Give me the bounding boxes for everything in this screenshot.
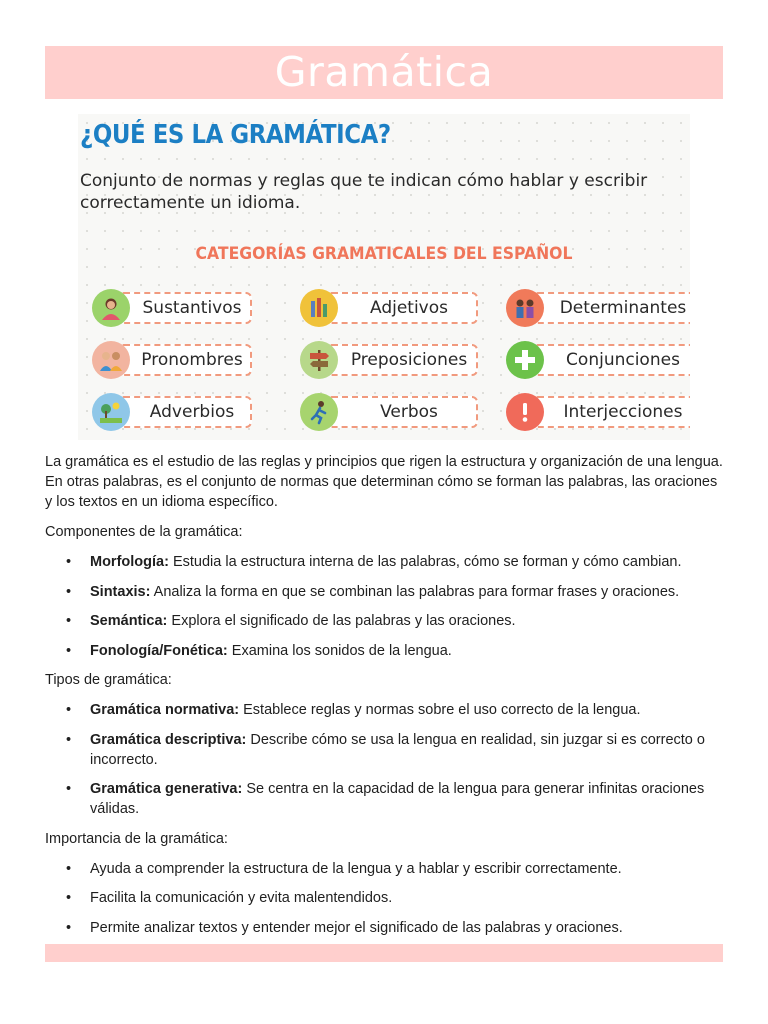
list-item <box>90 552 725 572</box>
term: Gramática descriptiva: <box>90 731 247 748</box>
figures-icon <box>300 289 338 327</box>
footer-bar <box>45 944 723 962</box>
category-label: Preposiciones <box>350 350 468 370</box>
grammar-infographic <box>78 114 690 440</box>
types-heading: Tipos de gramática: <box>45 672 172 688</box>
components-list <box>45 552 725 661</box>
category-label: Adverbios <box>149 402 235 422</box>
runner-icon <box>300 393 338 431</box>
category-box <box>118 292 252 324</box>
intro-paragraph: La gramática es el estudio de las reglas y principios que rigen la estructura y organización de una lengua. En otras palabras, es el conjunto de normas que determinan cómo se forman las palabras, las oraciones y los textos en un idioma específico. <box>45 454 723 510</box>
page-title: Gramática <box>274 48 494 96</box>
person-icon <box>92 289 130 327</box>
category-box <box>532 344 690 376</box>
category-box <box>532 396 690 428</box>
people-icon <box>92 341 130 379</box>
list-item <box>90 582 725 602</box>
category-box <box>118 396 252 428</box>
category-label: Verbos <box>380 402 438 422</box>
category-box <box>326 344 478 376</box>
list-item: • Permite analizar textos y entender mejor el significado de las palabras y oraciones. <box>90 918 725 938</box>
term: Gramática normativa: <box>90 702 240 718</box>
category-label: Conjunciones <box>566 350 680 370</box>
landscape-icon <box>92 393 130 431</box>
infographic-definition: Conjunto de normas y reglas que te indican cómo hablar y escribir correctamente un idioma. <box>80 171 648 213</box>
description: Estudia la estructura interna de las palabras, cómo se forman y cómo cambian. <box>168 554 682 570</box>
exclamation-icon <box>506 393 544 431</box>
types-list <box>45 700 725 819</box>
list-item: • Ayuda a comprender la estructura de la lengua y a hablar y escribir correctamente. <box>90 859 725 879</box>
signpost-icon <box>300 341 338 379</box>
category-label: Sustantivos <box>142 298 242 318</box>
category-label: Determinantes <box>559 298 687 318</box>
description: Explora el significado de las palabras y las oraciones. <box>167 613 516 629</box>
description: Establece reglas y normas sobre el uso correcto de la lengua. <box>239 702 641 718</box>
description: Examina los sonidos de la lengua. <box>227 642 452 659</box>
category-box <box>326 396 478 428</box>
document-body <box>45 452 725 947</box>
list-item <box>90 641 725 661</box>
importance-heading: Importancia de la gramática: <box>45 830 228 847</box>
list-item <box>90 611 725 631</box>
infographic-question: ¿QUÉ ES LA GRAMÁTICA? <box>80 120 391 150</box>
category-box <box>118 344 252 376</box>
term: Fonología/Fonética: <box>90 642 228 659</box>
components-heading: Componentes de la gramática: <box>45 524 243 540</box>
category-box <box>326 292 478 324</box>
infographic-subheading: CATEGORÍAS GRAMATICALES DEL ESPAÑOL <box>195 244 573 264</box>
term: Morfología: <box>90 554 169 570</box>
plus-icon <box>506 341 544 379</box>
list-item <box>90 730 725 770</box>
title-banner <box>45 46 723 99</box>
list-item <box>90 700 725 720</box>
category-box <box>532 292 690 324</box>
term: Sintaxis: <box>90 583 151 600</box>
category-label: Pronombres <box>141 350 243 370</box>
term: Semántica: <box>90 613 168 629</box>
description: Describe cómo se usa la lengua en realidad, sin juzgar si es correcto o incorrecto. <box>90 731 705 768</box>
list-item <box>90 779 725 819</box>
importance-list <box>45 859 725 938</box>
description: Analiza la forma en que se combinan las palabras para formar frases y oraciones. <box>150 583 680 600</box>
group-icon <box>506 289 544 327</box>
description: Se centra en la capacidad de la lengua para generar infinitas oraciones válidas. <box>90 781 705 817</box>
category-label: Adjetivos <box>369 298 448 318</box>
list-item: • Facilita la comunicación y evita malentendidos. <box>90 888 725 908</box>
term: Gramática generativa: <box>90 781 243 797</box>
category-label: Interjecciones <box>563 402 683 422</box>
